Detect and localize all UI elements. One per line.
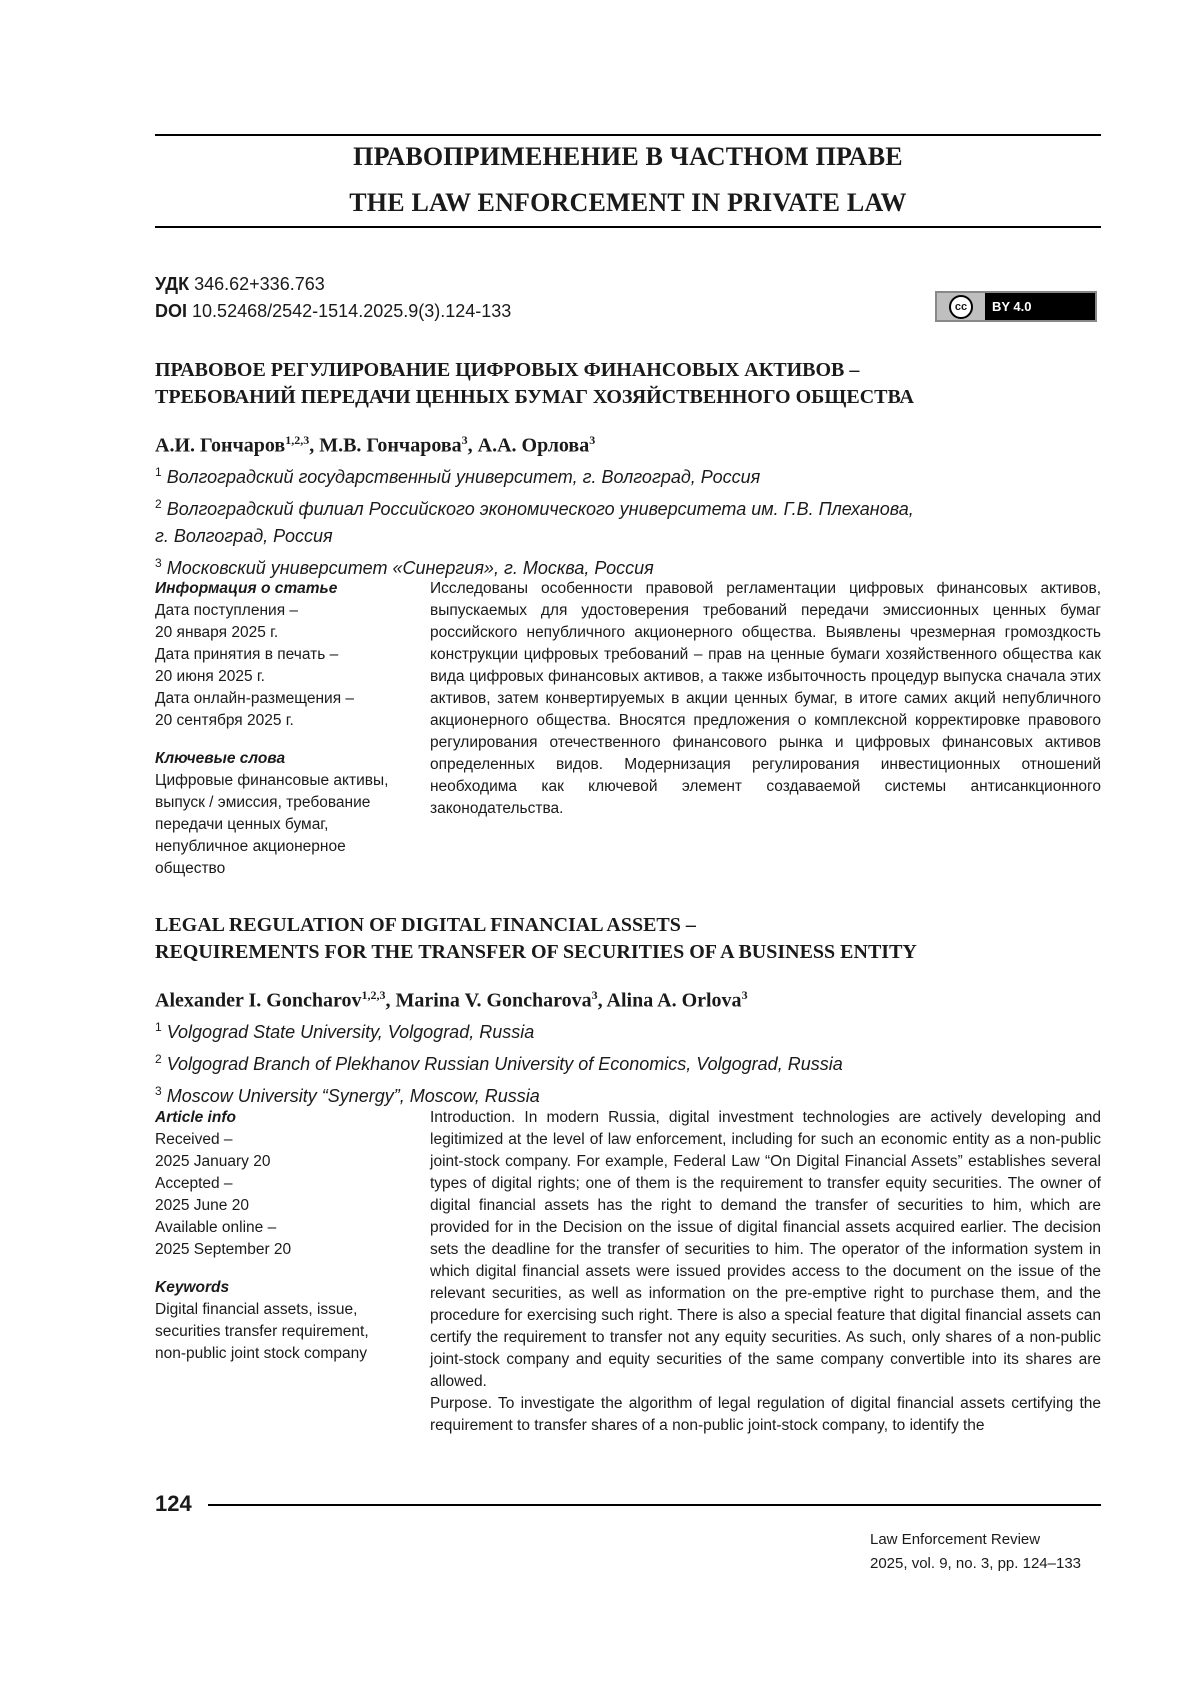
keyword-line: непубличное акционерное <box>155 838 346 855</box>
author-affil-sup: 3 <box>741 988 748 1002</box>
affiliation: $^1$ Волгоградский государственный университет, г. Волгоград, Россия <box>155 465 761 487</box>
page-number: 124 <box>155 1491 192 1516</box>
keyword-line: выпуск / эмиссия, требование <box>155 794 371 811</box>
keyword-line: non-public joint stock company <box>155 1345 367 1362</box>
section-title-en: THE LAW ENFORCEMENT IN PRIVATE LAW <box>349 188 907 217</box>
paper-title-ru-line2: ТРЕБОВАНИЙ ПЕРЕДАЧИ ЦЕННЫХ БУМАГ ХОЗЯЙСТВЕННОГО ОБЩЕСТВА <box>155 386 915 408</box>
info-header: Информация о статье <box>155 580 338 597</box>
abstract-ru <box>430 578 1101 820</box>
affiliation: г. Волгоград, Россия <box>155 526 333 546</box>
author-name: Alexander I. Goncharov <box>155 989 362 1012</box>
authors-en: Alexander I. Goncharov$^{1,2,3}$, Marina V. Goncharova$^3$, Alina A. Orlova$^3$ <box>155 988 748 1012</box>
info-line: 20 января 2025 г. <box>155 624 279 641</box>
cc-license-badge[interactable] <box>935 291 1097 322</box>
doi-label: DOI <box>155 301 188 321</box>
author-affil-sup: 3 <box>589 433 596 447</box>
info-line: Available online – <box>155 1219 277 1236</box>
info-line: Received – <box>155 1131 233 1148</box>
header-bottom-rule <box>155 226 1101 228</box>
info-line: Дата онлайн-размещения – <box>155 690 355 707</box>
doi-line <box>155 301 511 322</box>
info-line: 20 сентября 2025 г. <box>155 712 294 729</box>
journal-issue: 2025, vol. 9, no. 3, pp. 124–133 <box>870 1555 1082 1572</box>
author-affil-sup: 3 <box>461 433 468 447</box>
keyword-line: securities transfer requirement, <box>155 1323 369 1340</box>
keywords-header: Keywords <box>155 1279 230 1296</box>
cc-license-text: BY 4.0 <box>992 299 1032 314</box>
affiliation: $^3$ Moscow University “Synergy”, Moscow, Russia <box>155 1084 540 1106</box>
paper-title-en-line2: REQUIREMENTS FOR THE TRANSFER OF SECURITIES OF A BUSINESS ENTITY <box>155 941 917 963</box>
info-line: 2025 January 20 <box>155 1153 271 1170</box>
authors-ru: А.И. Гончаров$^{1,2,3}$, М.В. Гончарова$^3$, А.А. Орлова$^3$ <box>155 433 596 457</box>
keyword-line: Digital financial assets, issue, <box>155 1301 358 1318</box>
keyword-line: передачи ценных бумаг, <box>155 816 329 833</box>
info-line: 2025 June 20 <box>155 1197 249 1214</box>
paper-title-en-line1: LEGAL REGULATION OF DIGITAL FINANCIAL ASSETS – <box>155 914 696 936</box>
author-name: Marina V. Goncharova <box>395 989 592 1012</box>
affiliation: $^3$ Московский университет «Синергия», г. Москва, Россия <box>155 556 654 578</box>
info-header: Article info <box>155 1109 236 1126</box>
article-info-ru <box>155 578 400 880</box>
paper-title-ru <box>155 357 1101 411</box>
info-line: 20 июня 2025 г. <box>155 668 265 685</box>
paper-title-ru-line1: ПРАВОВОЕ РЕГУЛИРОВАНИЕ ЦИФРОВЫХ ФИНАНСОВЫХ АКТИВОВ – <box>155 359 860 381</box>
author-affil-sup: 1,2,3 <box>285 433 310 447</box>
info-line: 2025 September 20 <box>155 1241 292 1258</box>
footer-rule <box>208 1504 1101 1506</box>
cc-badge-left <box>937 293 985 320</box>
affiliations-ru <box>155 459 1055 582</box>
doi-value[interactable]: 10.52468/2542-1514.2025.9(3).124-133 <box>192 301 512 321</box>
affiliations-en <box>155 1014 1055 1110</box>
keyword-line: Цифровые финансовые активы, <box>155 772 389 789</box>
creative-commons-icon: cc <box>949 295 973 319</box>
header-top-rule <box>155 134 1101 136</box>
udk-label: УДК <box>155 274 190 294</box>
udk-line <box>155 274 325 295</box>
paper-title-en <box>155 912 1101 966</box>
article-info-en <box>155 1107 400 1365</box>
author-affil-sup: 3 <box>591 988 598 1002</box>
abstract-en-paragraph: Introduction. In modern Russia, digital investment technologies are actively developing and legitimized at the level of law enforcement, including for such an economic entity as a non-public joint-stock company. For example, Federal Law “On Digital Financial Assets” establishes several types of digital rights; one of them is the requirement to transfer equity securities. The owner of digital financial assets has the right to demand the transfer of securities to him, which are provided for in the Decision on the issue of digital financial assets acquired earlier. The decision sets the deadline for the transfer of securities to him. The operator of the information system in which digital financial assets were issued provides access to the document on the issue of the relevant securities, as well as information on the pre-emptive right to purchase them, and the procedure for exercising such right. There is also a special feature that digital financial assets can certify the requirement to transfer not any equity securities. As such, only shares of a non-public joint-stock company and equity securities of the same company convertible into its shares are allowed. <box>430 1109 1101 1390</box>
abstract-en <box>430 1107 1101 1437</box>
author-name: А.И. Гончаров <box>155 434 286 457</box>
keyword-line: общество <box>155 860 226 877</box>
section-title-ru: ПРАВОПРИМЕНЕНИЕ В ЧАСТНОМ ПРАВЕ <box>353 142 903 171</box>
abstract-en-paragraph: Purpose. To investigate the algorithm of legal regulation of digital financial assets certifying the requirement to transfer shares of a non-public joint-stock company, to identify the <box>430 1395 1101 1434</box>
udk-value: 346.62+336.763 <box>194 274 325 294</box>
affiliation: $^1$ Volgograd State University, Volgograd, Russia <box>155 1020 535 1042</box>
author-affil-sup: 1,2,3 <box>361 988 386 1002</box>
info-line: Accepted – <box>155 1175 233 1192</box>
info-line: Дата поступления – <box>155 602 299 619</box>
abstract-ru-text: Исследованы особенности правовой регламентации цифровых финансовых активов, выпускаемых для удостоверения требований передачи эмиссионных ценных бумаг российского непубличного акционерного общества. Выявлены чрезмерная громоздкость конструкции цифровых требований – прав на ценные бумаги хозяйственного общества как вида цифровых финансовых активов, а также избыточность процедур выпуска сначала этих активов, затем конвертируемых в акции ценных бумаг, в итоге самих акций непубличного акционерного общества. Вносятся предложения о комплексной корректировке правового регулирования отечественного финансового рынка и цифровых финансовых активов определенных видов. Модернизация регулирования инвестиционных отношений необходима как ключевой элемент создаваемой системы антисанкционного законодательства. <box>430 580 1101 817</box>
affiliation: $^2$ Волгоградский филиал Российского экономического университета им. Г.В. Плеханова, <box>155 497 914 519</box>
author-name: М.В. Гончарова <box>319 434 462 457</box>
info-line: Дата принятия в печать – <box>155 646 339 663</box>
author-name: А.А. Орлова <box>477 434 590 457</box>
journal-info <box>870 1528 1081 1576</box>
journal-name: Law Enforcement Review <box>870 1531 1041 1548</box>
affiliation: $^2$ Volgograd Branch of Plekhanov Russian University of Economics, Volgograd, Russia <box>155 1052 843 1074</box>
keywords-header: Ключевые слова <box>155 750 286 767</box>
author-name: Alina A. Orlova <box>606 989 742 1012</box>
